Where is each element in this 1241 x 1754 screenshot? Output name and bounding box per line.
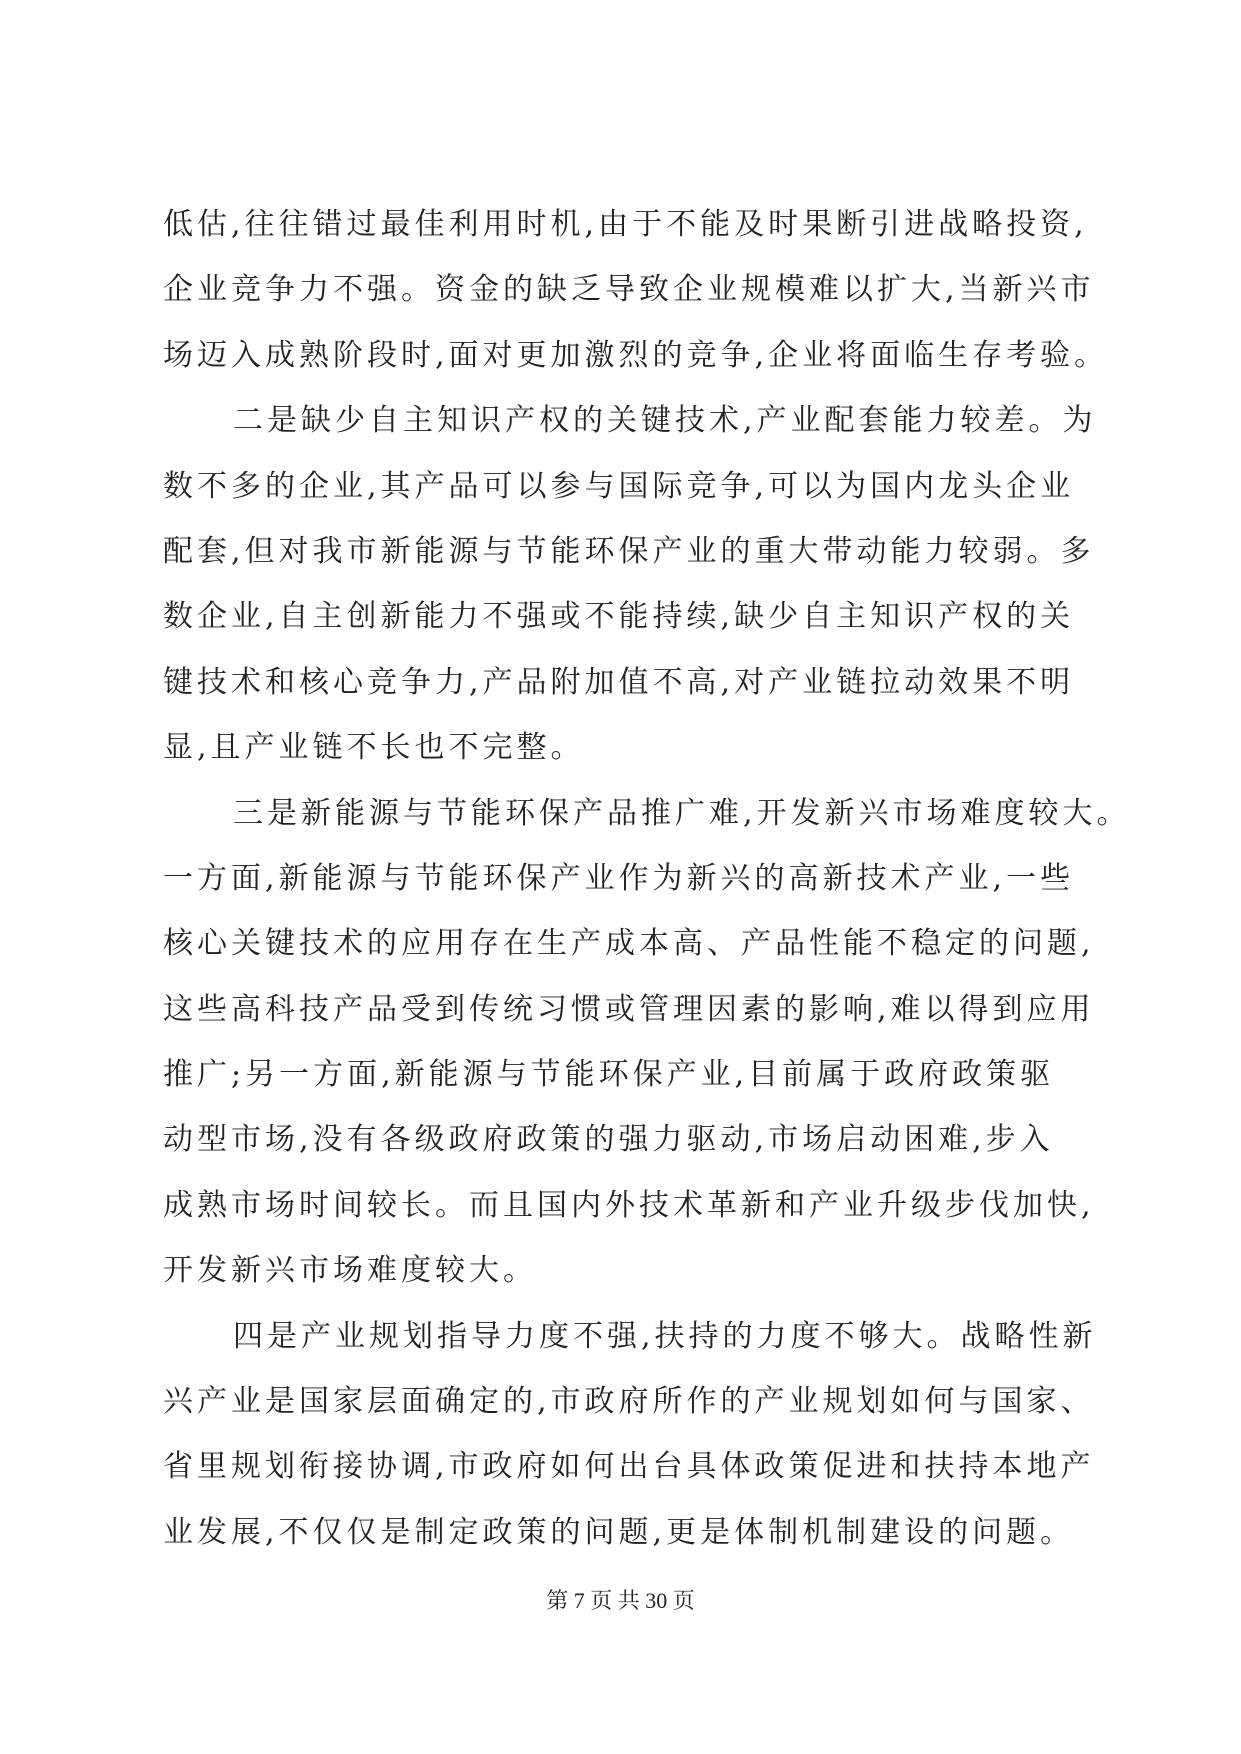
text-line: 推广;另一方面,新能源与节能环保产业,目前属于政府政策驱 — [163, 1057, 1055, 1093]
text-line: 场迈入成熟阶段时,面对更加激烈的竞争,企业将面临生存考验。 — [163, 337, 1109, 373]
text-line: 一方面,新能源与节能环保产业作为新兴的高新技术产业,一些 — [163, 860, 1075, 896]
text-line: 数不多的企业,其产品可以参与国际竞争,可以为国内龙头企业 — [163, 468, 1075, 504]
text-line: 核心关键技术的应用存在生产成本高、产品性能不稳定的问题, — [163, 926, 1095, 962]
text-line: 数企业,自主创新能力不强或不能持续,缺少自主知识产权的关 — [163, 599, 1075, 635]
page-number: 第 7 页 共 30 页 — [546, 1588, 695, 1613]
text-line: 省里规划衔接协调,市政府如何出台具体政策促进和扶持本地产 — [163, 1449, 1095, 1485]
text-line: 这些高科技产品受到传统习惯或管理因素的影响,难以得到应用 — [163, 991, 1095, 1027]
text-line: 成熟市场时间较长。而且国内外技术革新和产业升级步伐加快, — [163, 1187, 1095, 1223]
text-line: 兴产业是国家层面确定的,市政府所作的产业规划如何与国家、 — [163, 1384, 1095, 1420]
text-line: 企业竞争力不强。资金的缺乏导致企业规模难以扩大,当新兴市 — [163, 272, 1095, 308]
text-line: 低估,往往错过最佳利用时机,由于不能及时果断引进战略投资, — [163, 207, 1088, 242]
paragraph-first-line: 四是产业规划指导力度不强,扶持的力度不够大。战略性新 — [233, 1318, 1097, 1354]
body-text — [163, 192, 1131, 1565]
paragraph-first-line: 三是新能源与节能环保产品推广难,开发新兴市场难度较大。 — [233, 795, 1131, 831]
text-line: 业发展,不仅仅是制定政策的问题,更是体制机制建设的问题。 — [163, 1514, 1075, 1550]
paragraph-first-line: 二是缺少自主知识产权的关键技术,产业配套能力较差。为 — [233, 403, 1097, 439]
text-line: 动型市场,没有各级政府政策的强力驱动,市场启动困难,步入 — [163, 1122, 1054, 1158]
text-line: 键技术和核心竞争力,产品附加值不高,对产业链拉动效果不明 — [163, 664, 1075, 700]
text-line: 配套,但对我市新能源与节能环保产业的重大带动能力较弱。多 — [163, 533, 1095, 569]
text-line: 显,且产业链不长也不完整。 — [163, 730, 585, 766]
text-line: 开发新兴市场难度较大。 — [163, 1253, 537, 1289]
